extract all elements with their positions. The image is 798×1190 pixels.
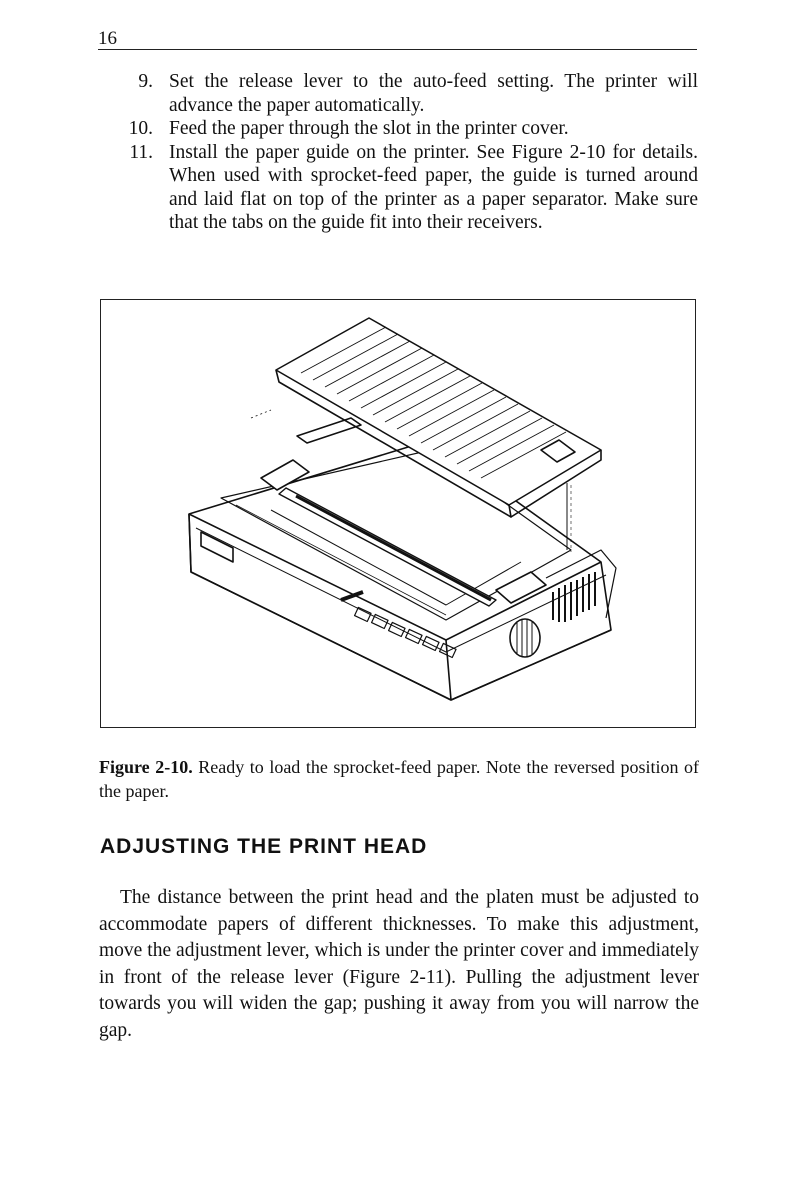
printer-illustration — [101, 300, 694, 726]
step-text: Set the release lever to the auto-feed setting. The printer will advance the paper automatically. — [169, 71, 698, 116]
figure-caption-text: Ready to load the sprocket-feed paper. Note the reversed position of the paper. — [99, 757, 699, 801]
step-number: 10. — [128, 118, 153, 139]
page-number: 16 — [98, 28, 117, 49]
figure-label: Figure 2-10. — [99, 757, 193, 777]
section-body: The distance between the print head and the platen must be adjusted to accommodate papers of different thicknesses. To make this adjustment, move the adjustment lever, which is under the printer cover and immediately in front of the release lever (Figure 2-11). Pulling the adjustment lever towards you will widen the gap; pushing it away from you will narrow the gap. — [99, 887, 699, 1041]
figure-frame — [100, 299, 696, 728]
step-number: 11. — [129, 141, 153, 163]
step-item — [98, 70, 698, 117]
figure-caption — [99, 755, 699, 803]
step-number: 9. — [138, 71, 153, 92]
step-item — [98, 141, 698, 235]
step-text: Install the paper guide on the printer. See Figure 2-10 for details. When used with sprocket-feed paper, the guide is turned around and laid flat on top of the printer as a paper separator. Make sure that the tabs on the guide fit into their receivers. — [169, 141, 698, 233]
step-text: Feed the paper through the slot in the printer cover. — [169, 118, 569, 139]
step-list — [98, 70, 698, 235]
header-rule — [98, 49, 697, 50]
section-heading: ADJUSTING THE PRINT HEAD — [100, 835, 428, 858]
step-item — [98, 117, 698, 141]
